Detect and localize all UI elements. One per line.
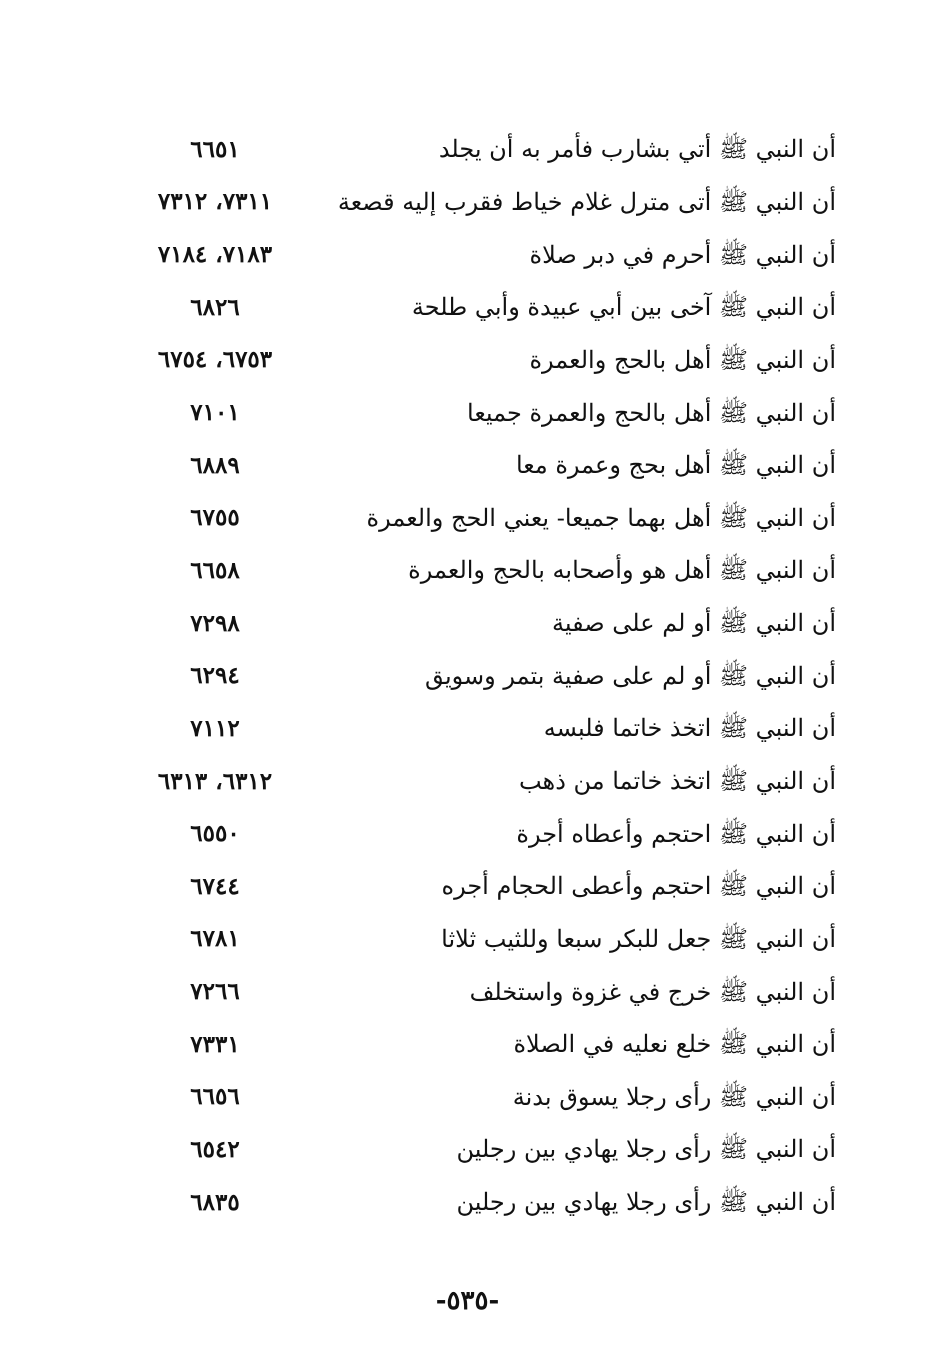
hadith-title: أن النبي ﷺ احتجم وأعطى الحجام أجره	[441, 872, 836, 901]
hadith-number: ٧١٨٣، ٧١٨٤	[157, 241, 273, 269]
index-row	[140, 491, 840, 544]
hadith-title: أن النبي ﷺ احتجم وأعطاه أجرة	[516, 819, 836, 848]
hadith-number: ٦٧٨١	[190, 925, 240, 953]
index-row	[140, 386, 840, 439]
hadith-number: ٦٧٤٤	[190, 872, 240, 900]
hadith-number: ٦٦٥٦	[190, 1083, 240, 1111]
hadith-title: أن النبي ﷺ أهل بهما جميعا- يعني الحج والعمرة	[366, 503, 836, 532]
hadith-number: ٧٣١١، ٧٣١٢	[157, 188, 273, 216]
index-row	[140, 860, 840, 913]
index-row	[140, 228, 840, 281]
hadith-number: ٦٣١٢، ٦٣١٣	[157, 767, 273, 795]
hadith-number: ٦٥٥٠	[190, 820, 240, 848]
hadith-number: ٦٦٥١	[190, 135, 240, 163]
hadith-index-list	[140, 123, 840, 1228]
hadith-number: ٧٣٣١	[190, 1030, 240, 1058]
hadith-number: ٦٧٥٥	[190, 504, 240, 532]
index-row	[140, 1018, 840, 1071]
hadith-number: ٦٢٩٤	[190, 662, 240, 690]
hadith-title: أن النبي ﷺ خلع نعليه في الصلاة	[513, 1030, 836, 1059]
hadith-number: ٧٢٦٦	[190, 978, 240, 1006]
index-row	[140, 439, 840, 492]
index-row	[140, 597, 840, 650]
index-row	[140, 1123, 840, 1176]
hadith-number: ٦٨٨٩	[190, 451, 240, 479]
hadith-title: أن النبي ﷺ رأى رجلا يهادي بين رجلين	[456, 1135, 836, 1164]
index-row	[140, 913, 840, 966]
index-row	[140, 334, 840, 387]
hadith-title: أن النبي ﷺ جعل للبكر سبعا وللثيب ثلاثا	[441, 924, 836, 953]
index-row	[140, 281, 840, 334]
index-row	[140, 176, 840, 229]
hadith-title: أن النبي ﷺ أهل بالحج والعمرة	[529, 345, 836, 374]
index-row	[140, 544, 840, 597]
hadith-title: أن النبي ﷺ آخى بين أبي عبيدة وأبي طلحة	[411, 293, 836, 322]
hadith-number: ٧١١٢	[190, 714, 240, 742]
hadith-title: أن النبي ﷺ أتى مترل غلام خياط فقرب إليه قصعة	[337, 187, 836, 216]
index-row	[140, 965, 840, 1018]
hadith-number: ٦٨٣٥	[190, 1188, 240, 1216]
hadith-title: أن النبي ﷺ رأى رجلا يهادي بين رجلين	[456, 1188, 836, 1217]
hadith-title: أن النبي ﷺ أحرم في دبر صلاة	[529, 240, 836, 269]
hadith-number: ٧٢٩٨	[190, 609, 240, 637]
index-row	[140, 649, 840, 702]
hadith-title: أن النبي ﷺ أهل بحج وعمرة معا	[515, 451, 836, 480]
hadith-title: أن النبي ﷺ أو لم على صفية بتمر وسويق	[424, 661, 836, 690]
index-row	[140, 123, 840, 176]
index-row	[140, 1071, 840, 1124]
hadith-title: أن النبي ﷺ اتخذ خاتما من ذهب	[518, 767, 836, 795]
hadith-title: أن النبي ﷺ اتخذ خاتما فلبسه	[543, 714, 836, 743]
hadith-number: ٧١٠١	[190, 399, 240, 427]
hadith-title: أن النبي ﷺ أهل بالحج والعمرة جميعا	[467, 398, 836, 427]
hadith-number: ٦٧٥٣، ٦٧٥٤	[157, 346, 273, 374]
index-row	[140, 755, 840, 808]
hadith-title: أن النبي ﷺ أو لم على صفية	[552, 609, 836, 638]
index-row	[140, 1176, 840, 1229]
page-number: -٥٣٥-	[435, 1286, 500, 1316]
hadith-title: أن النبي ﷺ خرج في غزوة واستخلف	[469, 977, 836, 1006]
index-row	[140, 807, 840, 860]
hadith-title: أن النبي ﷺ أتي بشارب فأمر به أن يجلد	[438, 135, 836, 164]
hadith-title: أن النبي ﷺ رأى رجلا يسوق بدنة	[512, 1082, 836, 1111]
index-row	[140, 702, 840, 755]
hadith-number: ٦٥٤٢	[190, 1135, 240, 1163]
hadith-title: أن النبي ﷺ أهل هو وأصحابه بالحج والعمرة	[408, 556, 836, 585]
hadith-number: ٦٨٢٦	[190, 293, 240, 321]
hadith-number: ٦٦٥٨	[190, 556, 240, 584]
